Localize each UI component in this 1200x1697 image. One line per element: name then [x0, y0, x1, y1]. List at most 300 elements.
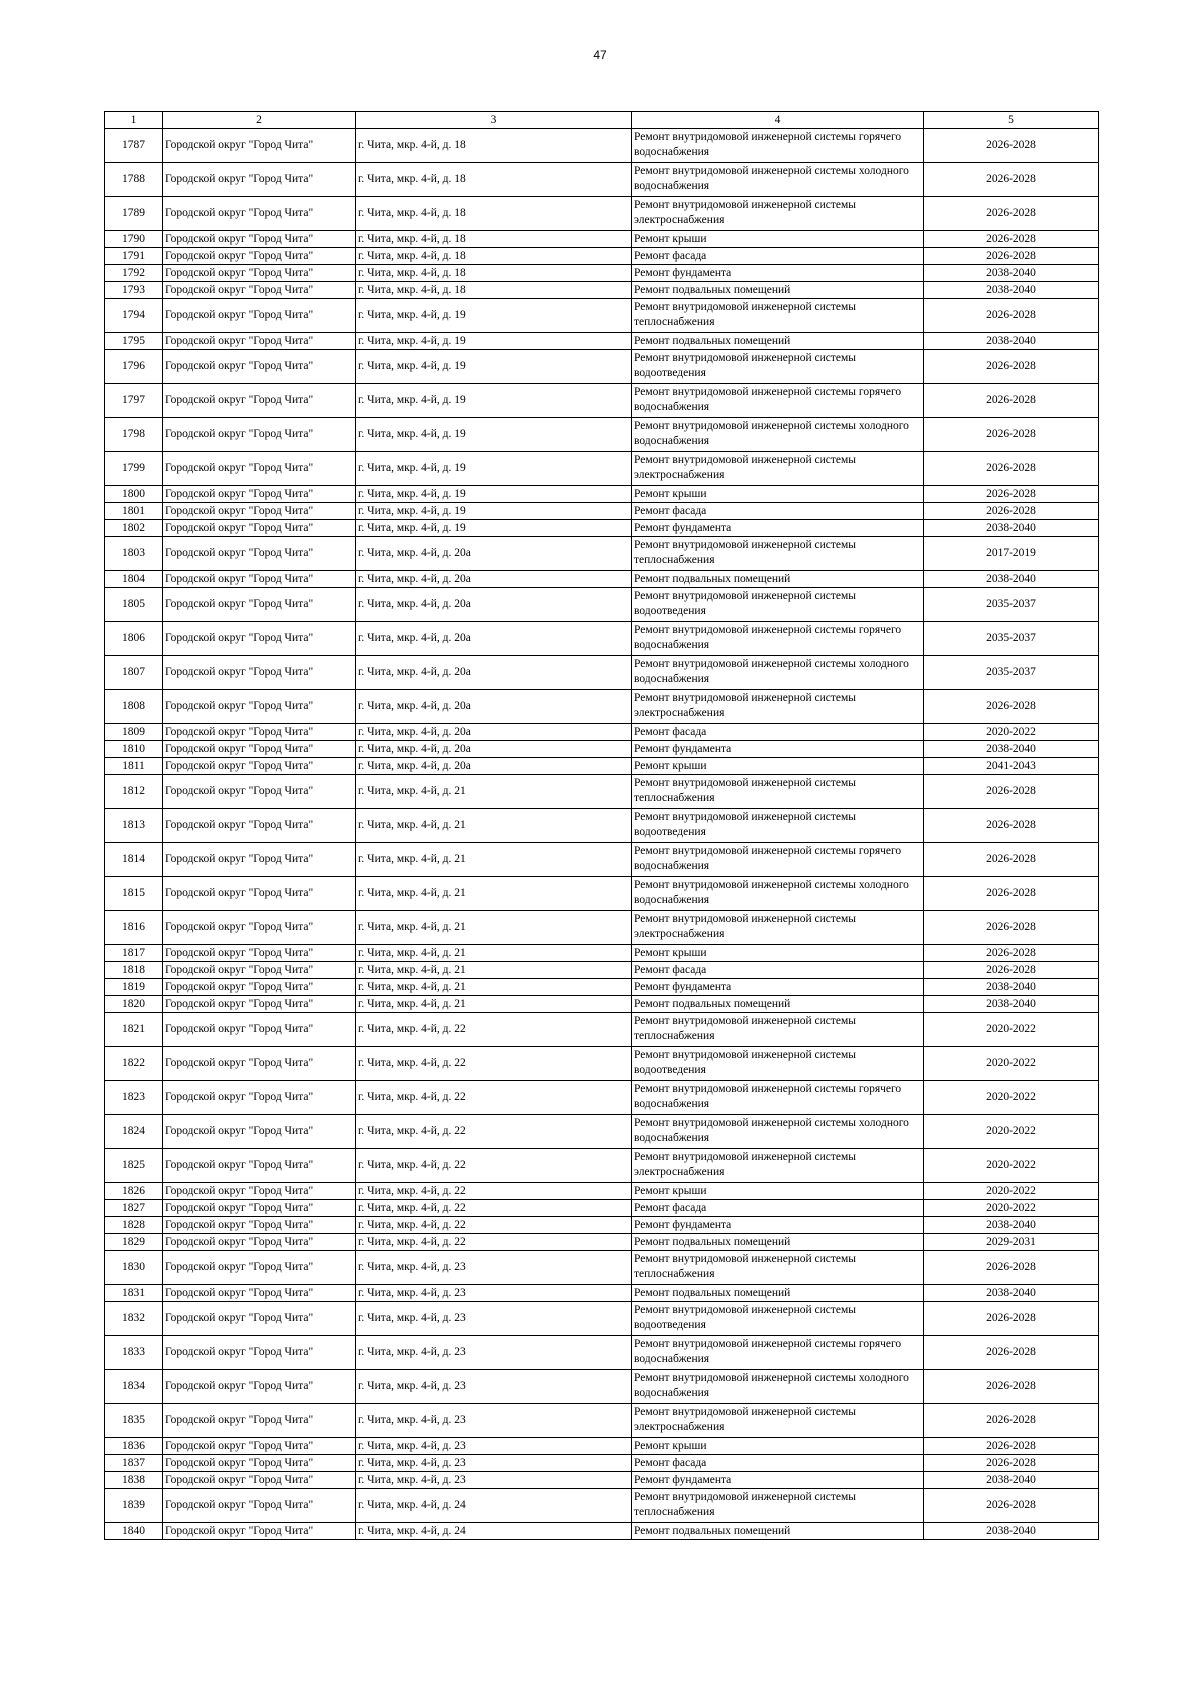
period-cell: 2026-2028: [924, 163, 1099, 197]
period-cell: 2038-2040: [924, 282, 1099, 299]
address-cell: г. Чита, мкр. 4-й, д. 24: [356, 1523, 632, 1540]
table-row: [105, 1523, 1099, 1540]
work-type-cell: Ремонт фундамента: [632, 1472, 924, 1489]
work-type-cell: Ремонт внутридомовой инженерной системы холодного водоснабжения: [632, 418, 924, 452]
address-cell: г. Чита, мкр. 4-й, д. 22: [356, 1234, 632, 1251]
municipality-cell: Городской округ "Город Чита": [163, 775, 356, 809]
period-cell: 2038-2040: [924, 1285, 1099, 1302]
address-cell: г. Чита, мкр. 4-й, д. 19: [356, 520, 632, 537]
row-number-cell: 1809: [105, 724, 163, 741]
address-cell: г. Чита, мкр. 4-й, д. 23: [356, 1302, 632, 1336]
work-type-cell: Ремонт фасада: [632, 962, 924, 979]
row-number-cell: 1828: [105, 1217, 163, 1234]
address-cell: г. Чита, мкр. 4-й, д. 22: [356, 1013, 632, 1047]
work-type-cell: Ремонт фундамента: [632, 741, 924, 758]
table-row: [105, 911, 1099, 945]
work-type-cell: Ремонт внутридомовой инженерной системы холодного водоснабжения: [632, 1115, 924, 1149]
period-cell: 2026-2028: [924, 809, 1099, 843]
table-row: [105, 1149, 1099, 1183]
table-row: [105, 452, 1099, 486]
row-number-cell: 1823: [105, 1081, 163, 1115]
work-type-cell: Ремонт внутридомовой инженерной системы теплоснабжения: [632, 1013, 924, 1047]
table-row: [105, 248, 1099, 265]
work-type-cell: Ремонт внутридомовой инженерной системы горячего водоснабжения: [632, 622, 924, 656]
municipality-cell: Городской округ "Город Чита": [163, 1336, 356, 1370]
period-cell: 2026-2028: [924, 945, 1099, 962]
address-cell: г. Чита, мкр. 4-й, д. 23: [356, 1336, 632, 1370]
municipality-cell: Городской округ "Город Чита": [163, 282, 356, 299]
work-type-cell: Ремонт внутридомовой инженерной системы водоотведения: [632, 588, 924, 622]
address-cell: г. Чита, мкр. 4-й, д. 22: [356, 1217, 632, 1234]
row-number-cell: 1821: [105, 1013, 163, 1047]
municipality-cell: Городской округ "Город Чита": [163, 452, 356, 486]
table-row: [105, 486, 1099, 503]
row-number-cell: 1814: [105, 843, 163, 877]
row-number-cell: 1819: [105, 979, 163, 996]
header-cell-5: 5: [924, 112, 1099, 129]
period-cell: 2026-2028: [924, 843, 1099, 877]
row-number-cell: 1817: [105, 945, 163, 962]
municipality-cell: Городской округ "Город Чита": [163, 1472, 356, 1489]
work-type-cell: Ремонт внутридомовой инженерной системы теплоснабжения: [632, 1251, 924, 1285]
row-number-cell: 1797: [105, 384, 163, 418]
period-cell: 2026-2028: [924, 129, 1099, 163]
period-cell: 2029-2031: [924, 1234, 1099, 1251]
municipality-cell: Городской округ "Город Чита": [163, 265, 356, 282]
period-cell: 2038-2040: [924, 333, 1099, 350]
address-cell: г. Чита, мкр. 4-й, д. 22: [356, 1115, 632, 1149]
work-type-cell: Ремонт внутридомовой инженерной системы электроснабжения: [632, 690, 924, 724]
row-number-cell: 1798: [105, 418, 163, 452]
period-cell: 2026-2028: [924, 1302, 1099, 1336]
address-cell: г. Чита, мкр. 4-й, д. 20а: [356, 622, 632, 656]
work-type-cell: Ремонт внутридомовой инженерной системы горячего водоснабжения: [632, 1081, 924, 1115]
period-cell: 2038-2040: [924, 1217, 1099, 1234]
work-type-cell: Ремонт подвальных помещений: [632, 996, 924, 1013]
table-row: [105, 1438, 1099, 1455]
table-row: [105, 282, 1099, 299]
row-number-cell: 1826: [105, 1183, 163, 1200]
work-type-cell: Ремонт крыши: [632, 1438, 924, 1455]
work-type-cell: Ремонт фундамента: [632, 265, 924, 282]
address-cell: г. Чита, мкр. 4-й, д. 20а: [356, 758, 632, 775]
table-row: [105, 741, 1099, 758]
row-number-cell: 1796: [105, 350, 163, 384]
work-type-cell: Ремонт внутридомовой инженерной системы водоотведения: [632, 809, 924, 843]
address-cell: г. Чита, мкр. 4-й, д. 20а: [356, 537, 632, 571]
municipality-cell: Городской округ "Город Чита": [163, 1217, 356, 1234]
address-cell: г. Чита, мкр. 4-й, д. 19: [356, 350, 632, 384]
municipality-cell: Городской округ "Город Чита": [163, 588, 356, 622]
municipality-cell: Городской округ "Город Чита": [163, 418, 356, 452]
row-number-cell: 1808: [105, 690, 163, 724]
table-row: [105, 1285, 1099, 1302]
row-number-cell: 1818: [105, 962, 163, 979]
municipality-cell: Городской округ "Город Чита": [163, 163, 356, 197]
table-row: [105, 945, 1099, 962]
work-type-cell: Ремонт внутридомовой инженерной системы холодного водоснабжения: [632, 877, 924, 911]
address-cell: г. Чита, мкр. 4-й, д. 18: [356, 231, 632, 248]
work-type-cell: Ремонт подвальных помещений: [632, 1523, 924, 1540]
work-type-cell: Ремонт крыши: [632, 486, 924, 503]
header-cell-1: 1: [105, 112, 163, 129]
row-number-cell: 1825: [105, 1149, 163, 1183]
period-cell: 2026-2028: [924, 1455, 1099, 1472]
address-cell: г. Чита, мкр. 4-й, д. 20а: [356, 741, 632, 758]
period-cell: 2026-2028: [924, 1489, 1099, 1523]
row-number-cell: 1800: [105, 486, 163, 503]
row-number-cell: 1820: [105, 996, 163, 1013]
row-number-cell: 1790: [105, 231, 163, 248]
address-cell: г. Чита, мкр. 4-й, д. 20а: [356, 588, 632, 622]
work-type-cell: Ремонт внутридомовой инженерной системы теплоснабжения: [632, 775, 924, 809]
work-type-cell: Ремонт фундамента: [632, 520, 924, 537]
municipality-cell: Городской округ "Город Чита": [163, 350, 356, 384]
table-row: [105, 537, 1099, 571]
period-cell: 2020-2022: [924, 1047, 1099, 1081]
municipality-cell: Городской округ "Город Чита": [163, 1183, 356, 1200]
municipality-cell: Городской округ "Город Чита": [163, 1115, 356, 1149]
table-row: [105, 1472, 1099, 1489]
municipality-cell: Городской округ "Город Чита": [163, 1438, 356, 1455]
work-type-cell: Ремонт внутридомовой инженерной системы горячего водоснабжения: [632, 129, 924, 163]
row-number-cell: 1836: [105, 1438, 163, 1455]
period-cell: 2026-2028: [924, 1404, 1099, 1438]
table-row: [105, 1404, 1099, 1438]
municipality-cell: Городской округ "Город Чита": [163, 333, 356, 350]
work-type-cell: Ремонт фасада: [632, 1455, 924, 1472]
work-type-cell: Ремонт подвальных помещений: [632, 333, 924, 350]
municipality-cell: Городской округ "Город Чита": [163, 1404, 356, 1438]
table-row: [105, 843, 1099, 877]
address-cell: г. Чита, мкр. 4-й, д. 18: [356, 197, 632, 231]
period-cell: 2038-2040: [924, 979, 1099, 996]
row-number-cell: 1792: [105, 265, 163, 282]
row-number-cell: 1840: [105, 1523, 163, 1540]
period-cell: 2026-2028: [924, 1336, 1099, 1370]
work-type-cell: Ремонт внутридомовой инженерной системы теплоснабжения: [632, 299, 924, 333]
table-row: [105, 1489, 1099, 1523]
table-row: [105, 1217, 1099, 1234]
period-cell: 2026-2028: [924, 452, 1099, 486]
table-row: [105, 1251, 1099, 1285]
work-type-cell: Ремонт фасада: [632, 248, 924, 265]
address-cell: г. Чита, мкр. 4-й, д. 21: [356, 979, 632, 996]
table-row: [105, 1081, 1099, 1115]
work-type-cell: Ремонт фундамента: [632, 979, 924, 996]
header-cell-4: 4: [632, 112, 924, 129]
row-number-cell: 1803: [105, 537, 163, 571]
municipality-cell: Городской округ "Город Чита": [163, 384, 356, 418]
municipality-cell: Городской округ "Город Чита": [163, 690, 356, 724]
period-cell: 2026-2028: [924, 911, 1099, 945]
address-cell: г. Чита, мкр. 4-й, д. 20а: [356, 690, 632, 724]
work-type-cell: Ремонт внутридомовой инженерной системы холодного водоснабжения: [632, 1370, 924, 1404]
address-cell: г. Чита, мкр. 4-й, д. 20а: [356, 571, 632, 588]
work-type-cell: Ремонт фасада: [632, 724, 924, 741]
period-cell: 2017-2019: [924, 537, 1099, 571]
address-cell: г. Чита, мкр. 4-й, д. 21: [356, 911, 632, 945]
period-cell: 2026-2028: [924, 248, 1099, 265]
municipality-cell: Городской округ "Город Чита": [163, 129, 356, 163]
address-cell: г. Чита, мкр. 4-й, д. 18: [356, 163, 632, 197]
period-cell: 2026-2028: [924, 486, 1099, 503]
address-cell: г. Чита, мкр. 4-й, д. 22: [356, 1200, 632, 1217]
table-row: [105, 724, 1099, 741]
municipality-cell: Городской округ "Город Чита": [163, 299, 356, 333]
table-row: [105, 503, 1099, 520]
table-row: [105, 418, 1099, 452]
period-cell: 2026-2028: [924, 350, 1099, 384]
work-type-cell: Ремонт подвальных помещений: [632, 1234, 924, 1251]
municipality-cell: Городской округ "Город Чита": [163, 741, 356, 758]
period-cell: 2020-2022: [924, 1183, 1099, 1200]
table-row: [105, 1047, 1099, 1081]
row-number-cell: 1839: [105, 1489, 163, 1523]
table-row: [105, 350, 1099, 384]
row-number-cell: 1794: [105, 299, 163, 333]
row-number-cell: 1832: [105, 1302, 163, 1336]
table-row: [105, 622, 1099, 656]
municipality-cell: Городской округ "Город Чита": [163, 1523, 356, 1540]
table-row: [105, 1183, 1099, 1200]
municipality-cell: Городской округ "Город Чита": [163, 1200, 356, 1217]
work-type-cell: Ремонт внутридомовой инженерной системы электроснабжения: [632, 197, 924, 231]
row-number-cell: 1789: [105, 197, 163, 231]
table-row: [105, 1302, 1099, 1336]
municipality-cell: Городской округ "Город Чита": [163, 809, 356, 843]
municipality-cell: Городской округ "Город Чита": [163, 656, 356, 690]
period-cell: 2026-2028: [924, 1251, 1099, 1285]
row-number-cell: 1806: [105, 622, 163, 656]
table-row: [105, 384, 1099, 418]
municipality-cell: Городской округ "Город Чита": [163, 962, 356, 979]
registry-table: [104, 111, 1099, 1540]
period-cell: 2038-2040: [924, 265, 1099, 282]
period-cell: 2026-2028: [924, 690, 1099, 724]
municipality-cell: Городской округ "Город Чита": [163, 231, 356, 248]
municipality-cell: Городской округ "Город Чита": [163, 1285, 356, 1302]
table-row: [105, 996, 1099, 1013]
address-cell: г. Чита, мкр. 4-й, д. 23: [356, 1455, 632, 1472]
address-cell: г. Чита, мкр. 4-й, д. 22: [356, 1149, 632, 1183]
municipality-cell: Городской округ "Город Чита": [163, 1149, 356, 1183]
address-cell: г. Чита, мкр. 4-й, д. 21: [356, 843, 632, 877]
period-cell: 2020-2022: [924, 1013, 1099, 1047]
work-type-cell: Ремонт внутридомовой инженерной системы горячего водоснабжения: [632, 843, 924, 877]
municipality-cell: Городской округ "Город Чита": [163, 843, 356, 877]
period-cell: 2038-2040: [924, 1472, 1099, 1489]
municipality-cell: Городской округ "Город Чита": [163, 1455, 356, 1472]
table-row: [105, 299, 1099, 333]
address-cell: г. Чита, мкр. 4-й, д. 21: [356, 877, 632, 911]
municipality-cell: Городской округ "Город Чита": [163, 758, 356, 775]
work-type-cell: Ремонт внутридомовой инженерной системы холодного водоснабжения: [632, 656, 924, 690]
work-type-cell: Ремонт внутридомовой инженерной системы электроснабжения: [632, 452, 924, 486]
work-type-cell: Ремонт внутридомовой инженерной системы холодного водоснабжения: [632, 163, 924, 197]
period-cell: 2035-2037: [924, 588, 1099, 622]
row-number-cell: 1807: [105, 656, 163, 690]
municipality-cell: Городской округ "Город Чита": [163, 520, 356, 537]
work-type-cell: Ремонт внутридомовой инженерной системы электроснабжения: [632, 1404, 924, 1438]
row-number-cell: 1801: [105, 503, 163, 520]
row-number-cell: 1788: [105, 163, 163, 197]
period-cell: 2038-2040: [924, 741, 1099, 758]
table-row: [105, 656, 1099, 690]
period-cell: 2026-2028: [924, 775, 1099, 809]
row-number-cell: 1793: [105, 282, 163, 299]
table-row: [105, 571, 1099, 588]
municipality-cell: Городской округ "Город Чита": [163, 571, 356, 588]
municipality-cell: Городской округ "Город Чита": [163, 622, 356, 656]
row-number-cell: 1799: [105, 452, 163, 486]
table-row: [105, 163, 1099, 197]
table-row: [105, 265, 1099, 282]
row-number-cell: 1815: [105, 877, 163, 911]
period-cell: 2026-2028: [924, 197, 1099, 231]
period-cell: 2020-2022: [924, 1115, 1099, 1149]
period-cell: 2020-2022: [924, 1081, 1099, 1115]
address-cell: г. Чита, мкр. 4-й, д. 21: [356, 962, 632, 979]
address-cell: г. Чита, мкр. 4-й, д. 19: [356, 299, 632, 333]
row-number-cell: 1812: [105, 775, 163, 809]
municipality-cell: Городской округ "Город Чита": [163, 1302, 356, 1336]
table-row: [105, 758, 1099, 775]
work-type-cell: Ремонт фасада: [632, 503, 924, 520]
work-type-cell: Ремонт внутридомовой инженерной системы водоотведения: [632, 1047, 924, 1081]
address-cell: г. Чита, мкр. 4-й, д. 18: [356, 129, 632, 163]
row-number-cell: 1787: [105, 129, 163, 163]
table-row: [105, 520, 1099, 537]
municipality-cell: Городской округ "Город Чита": [163, 1047, 356, 1081]
period-cell: 2026-2028: [924, 1370, 1099, 1404]
work-type-cell: Ремонт внутридомовой инженерной системы водоотведения: [632, 350, 924, 384]
address-cell: г. Чита, мкр. 4-й, д. 19: [356, 486, 632, 503]
municipality-cell: Городской округ "Город Чита": [163, 979, 356, 996]
work-type-cell: Ремонт фасада: [632, 1200, 924, 1217]
municipality-cell: Городской округ "Город Чита": [163, 1013, 356, 1047]
period-cell: 2020-2022: [924, 1200, 1099, 1217]
work-type-cell: Ремонт внутридомовой инженерной системы горячего водоснабжения: [632, 1336, 924, 1370]
period-cell: 2038-2040: [924, 571, 1099, 588]
table-row: [105, 1115, 1099, 1149]
work-type-cell: Ремонт крыши: [632, 945, 924, 962]
address-cell: г. Чита, мкр. 4-й, д. 19: [356, 418, 632, 452]
period-cell: 2035-2037: [924, 622, 1099, 656]
address-cell: г. Чита, мкр. 4-й, д. 24: [356, 1489, 632, 1523]
municipality-cell: Городской округ "Город Чита": [163, 996, 356, 1013]
address-cell: г. Чита, мкр. 4-й, д. 18: [356, 265, 632, 282]
header-cell-3: 3: [356, 112, 632, 129]
period-cell: 2026-2028: [924, 1438, 1099, 1455]
row-number-cell: 1816: [105, 911, 163, 945]
row-number-cell: 1830: [105, 1251, 163, 1285]
row-number-cell: 1833: [105, 1336, 163, 1370]
row-number-cell: 1813: [105, 809, 163, 843]
table-row: [105, 979, 1099, 996]
work-type-cell: Ремонт крыши: [632, 231, 924, 248]
address-cell: г. Чита, мкр. 4-й, д. 23: [356, 1472, 632, 1489]
row-number-cell: 1802: [105, 520, 163, 537]
address-cell: г. Чита, мкр. 4-й, д. 22: [356, 1183, 632, 1200]
address-cell: г. Чита, мкр. 4-й, д. 23: [356, 1370, 632, 1404]
municipality-cell: Городской округ "Город Чита": [163, 197, 356, 231]
table-row: [105, 962, 1099, 979]
period-cell: 2026-2028: [924, 503, 1099, 520]
work-type-cell: Ремонт фундамента: [632, 1217, 924, 1234]
address-cell: г. Чита, мкр. 4-й, д. 23: [356, 1285, 632, 1302]
row-number-cell: 1795: [105, 333, 163, 350]
row-number-cell: 1791: [105, 248, 163, 265]
table-row: [105, 775, 1099, 809]
row-number-cell: 1811: [105, 758, 163, 775]
work-type-cell: Ремонт внутридомовой инженерной системы горячего водоснабжения: [632, 384, 924, 418]
address-cell: г. Чита, мкр. 4-й, д. 23: [356, 1251, 632, 1285]
row-number-cell: 1829: [105, 1234, 163, 1251]
table-row: [105, 588, 1099, 622]
municipality-cell: Городской округ "Город Чита": [163, 1081, 356, 1115]
table-row: [105, 1336, 1099, 1370]
address-cell: г. Чита, мкр. 4-й, д. 18: [356, 282, 632, 299]
period-cell: 2026-2028: [924, 877, 1099, 911]
row-number-cell: 1831: [105, 1285, 163, 1302]
table-row: [105, 809, 1099, 843]
table-row: [105, 1200, 1099, 1217]
municipality-cell: Городской округ "Город Чита": [163, 1251, 356, 1285]
period-cell: 2038-2040: [924, 996, 1099, 1013]
period-cell: 2026-2028: [924, 418, 1099, 452]
address-cell: г. Чита, мкр. 4-й, д. 19: [356, 452, 632, 486]
work-type-cell: Ремонт внутридомовой инженерной системы теплоснабжения: [632, 537, 924, 571]
table-row: [105, 1013, 1099, 1047]
work-type-cell: Ремонт крыши: [632, 758, 924, 775]
table-row: [105, 690, 1099, 724]
period-cell: 2026-2028: [924, 962, 1099, 979]
address-cell: г. Чита, мкр. 4-й, д. 19: [356, 333, 632, 350]
header-row: [105, 112, 1099, 129]
work-type-cell: Ремонт внутридомовой инженерной системы теплоснабжения: [632, 1489, 924, 1523]
row-number-cell: 1837: [105, 1455, 163, 1472]
table-row: [105, 1234, 1099, 1251]
municipality-cell: Городской округ "Город Чита": [163, 1370, 356, 1404]
period-cell: 2026-2028: [924, 231, 1099, 248]
table-row: [105, 877, 1099, 911]
row-number-cell: 1838: [105, 1472, 163, 1489]
period-cell: 2035-2037: [924, 656, 1099, 690]
municipality-cell: Городской округ "Город Чита": [163, 1234, 356, 1251]
work-type-cell: Ремонт внутридомовой инженерной системы электроснабжения: [632, 1149, 924, 1183]
period-cell: 2026-2028: [924, 299, 1099, 333]
period-cell: 2038-2040: [924, 1523, 1099, 1540]
table-row: [105, 333, 1099, 350]
address-cell: г. Чита, мкр. 4-й, д. 20а: [356, 724, 632, 741]
address-cell: г. Чита, мкр. 4-й, д. 21: [356, 996, 632, 1013]
work-type-cell: Ремонт внутридомовой инженерной системы электроснабжения: [632, 911, 924, 945]
table-body: [105, 129, 1099, 1540]
municipality-cell: Городской округ "Город Чита": [163, 724, 356, 741]
period-cell: 2038-2040: [924, 520, 1099, 537]
table-row: [105, 1455, 1099, 1472]
work-type-cell: Ремонт подвальных помещений: [632, 571, 924, 588]
table-row: [105, 197, 1099, 231]
table-row: [105, 1370, 1099, 1404]
period-cell: 2026-2028: [924, 384, 1099, 418]
municipality-cell: Городской округ "Город Чита": [163, 503, 356, 520]
address-cell: г. Чита, мкр. 4-й, д. 22: [356, 1081, 632, 1115]
row-number-cell: 1824: [105, 1115, 163, 1149]
municipality-cell: Городской округ "Город Чита": [163, 1489, 356, 1523]
row-number-cell: 1834: [105, 1370, 163, 1404]
